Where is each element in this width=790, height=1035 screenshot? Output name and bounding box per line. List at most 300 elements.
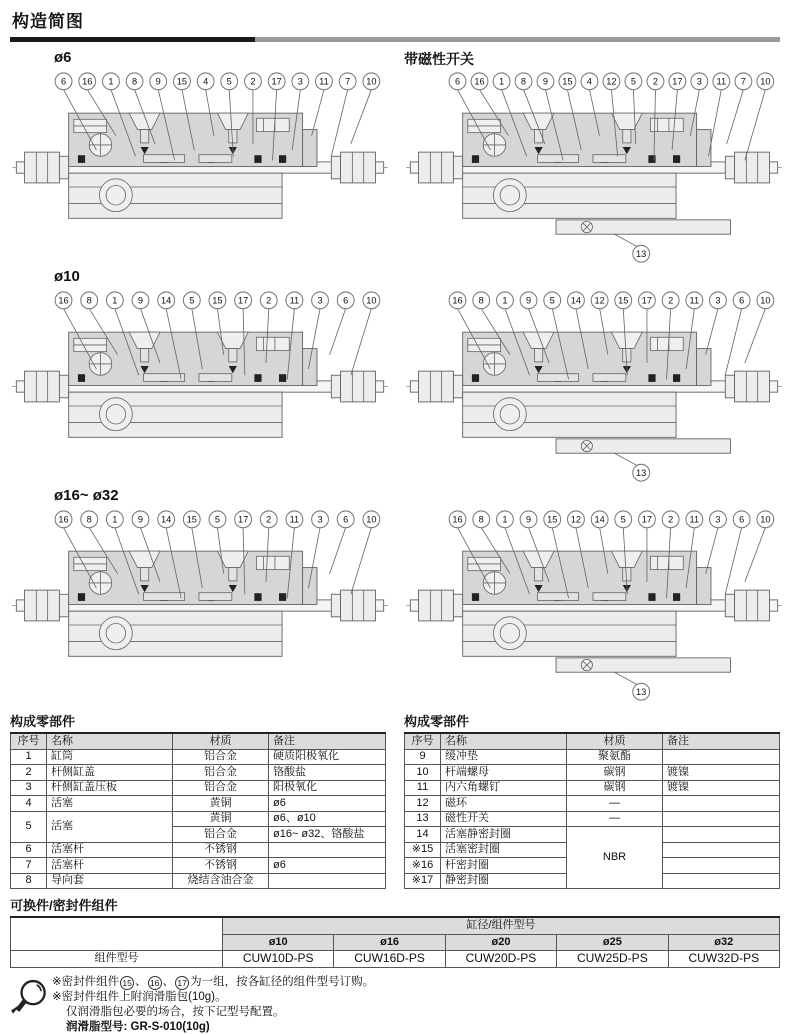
parts-tables-row bbox=[10, 709, 780, 889]
hex-socket-screw bbox=[256, 337, 289, 350]
svg-text:9: 9 bbox=[138, 515, 143, 525]
rod-end-nut-right bbox=[331, 590, 375, 621]
cell: 烧结含油合金 bbox=[173, 873, 269, 889]
callout-8 bbox=[473, 292, 490, 309]
svg-text:15: 15 bbox=[177, 77, 187, 87]
port-hole bbox=[483, 572, 506, 595]
callout-2 bbox=[662, 292, 679, 309]
seal-ring bbox=[673, 155, 680, 163]
svg-text:14: 14 bbox=[161, 515, 171, 525]
seal-ring bbox=[279, 593, 286, 601]
callout-15 bbox=[209, 292, 226, 309]
callout-11 bbox=[286, 511, 303, 528]
callout-10 bbox=[757, 73, 774, 90]
svg-text:15: 15 bbox=[547, 515, 557, 525]
cylinder-diagram-o6-basic bbox=[10, 68, 390, 265]
table-row bbox=[11, 733, 386, 749]
svg-text:1: 1 bbox=[502, 515, 507, 525]
svg-text:6: 6 bbox=[739, 515, 744, 525]
cell bbox=[269, 873, 386, 889]
table-row bbox=[11, 796, 386, 812]
cell bbox=[269, 842, 386, 858]
svg-text:8: 8 bbox=[132, 77, 137, 87]
callout-6 bbox=[337, 292, 354, 309]
svg-text:10: 10 bbox=[760, 77, 770, 87]
svg-text:4: 4 bbox=[203, 77, 208, 87]
svg-text:2: 2 bbox=[266, 515, 271, 525]
footnote-text: ※密封件组件 bbox=[52, 976, 119, 988]
callout-13 bbox=[633, 683, 650, 700]
piston-sleeve bbox=[144, 593, 185, 601]
callout-8 bbox=[81, 292, 98, 309]
cell: 2 bbox=[11, 765, 47, 781]
svg-text:8: 8 bbox=[87, 296, 92, 306]
switch-set-screw bbox=[581, 440, 592, 451]
callout-14 bbox=[158, 292, 175, 309]
cell: 7 bbox=[11, 858, 47, 874]
callout-16 bbox=[449, 511, 466, 528]
page-title: 构造简图 bbox=[12, 7, 780, 32]
section-label-o16-32: ø16~ ø32 bbox=[54, 487, 390, 506]
replacement-table-grid bbox=[10, 916, 780, 968]
seal-ring bbox=[472, 155, 479, 163]
svg-text:2: 2 bbox=[250, 77, 255, 87]
bore-circle bbox=[493, 398, 526, 431]
cell: ※15 bbox=[405, 842, 441, 858]
callout-16 bbox=[55, 292, 72, 309]
svg-text:17: 17 bbox=[642, 515, 652, 525]
cell: ※16 bbox=[405, 858, 441, 874]
switch-set-screw bbox=[581, 221, 592, 232]
callout-11 bbox=[686, 511, 703, 528]
svg-text:5: 5 bbox=[631, 77, 636, 87]
callout-6 bbox=[55, 73, 72, 90]
callout-3 bbox=[312, 292, 329, 309]
piston-sleeve bbox=[144, 155, 185, 163]
callout-17 bbox=[639, 511, 656, 528]
cell: 黄铜 bbox=[173, 796, 269, 812]
body-step bbox=[697, 568, 711, 605]
callout-15 bbox=[559, 73, 576, 90]
cell: 导向套 bbox=[47, 873, 173, 889]
bore-circle bbox=[99, 617, 132, 650]
section-label-magnetic-switch: 带磁性开关 bbox=[404, 49, 784, 68]
header-cell: 名称 bbox=[441, 733, 567, 749]
port-hole bbox=[89, 353, 112, 376]
cell: 铝合金 bbox=[173, 827, 269, 843]
callout-9 bbox=[520, 292, 537, 309]
seal-ring bbox=[279, 374, 286, 382]
svg-text:1: 1 bbox=[499, 77, 504, 87]
svg-text:17: 17 bbox=[238, 296, 248, 306]
body-step bbox=[303, 349, 317, 386]
seal-ring bbox=[648, 155, 655, 163]
piston-sleeve bbox=[538, 155, 579, 163]
seal-ring bbox=[648, 374, 655, 382]
header-cell: 名称 bbox=[47, 733, 173, 749]
cylinder-diagram-o6-switch bbox=[404, 68, 784, 265]
svg-text:7: 7 bbox=[345, 77, 350, 87]
seal-ring bbox=[254, 155, 261, 163]
cell: CUW25D-PS bbox=[557, 951, 668, 968]
title-rule bbox=[10, 37, 780, 42]
callout-5 bbox=[183, 292, 200, 309]
cell bbox=[663, 858, 780, 874]
page-header bbox=[10, 7, 780, 42]
cell: 碳钢 bbox=[567, 765, 663, 781]
parts-table-left bbox=[10, 709, 386, 889]
piston-sleeve bbox=[199, 593, 232, 601]
header-cell: ø16 bbox=[334, 934, 445, 951]
bore-circle bbox=[99, 179, 132, 212]
title-rule-dark bbox=[10, 37, 255, 42]
cell: 缓冲垫 bbox=[441, 749, 567, 765]
rod-end-nut-right bbox=[331, 371, 375, 402]
bore-circle bbox=[493, 179, 526, 212]
cell bbox=[663, 811, 780, 827]
svg-text:12: 12 bbox=[606, 77, 616, 87]
callout-2 bbox=[260, 292, 277, 309]
callout-9 bbox=[537, 73, 554, 90]
callout-1 bbox=[497, 511, 514, 528]
svg-text:7: 7 bbox=[741, 77, 746, 87]
callout-8 bbox=[126, 73, 143, 90]
callout-16 bbox=[79, 73, 96, 90]
cell: 9 bbox=[405, 749, 441, 765]
svg-text:16: 16 bbox=[58, 515, 68, 525]
svg-text:5: 5 bbox=[215, 515, 220, 525]
cell: ø16~ ø32、铬酸盐 bbox=[269, 827, 386, 843]
callout-5 bbox=[544, 292, 561, 309]
cell: 活塞静密封圈 bbox=[441, 827, 567, 843]
svg-text:9: 9 bbox=[526, 515, 531, 525]
callout-17 bbox=[669, 73, 686, 90]
rod-end-nut-left bbox=[25, 590, 69, 621]
svg-text:9: 9 bbox=[526, 296, 531, 306]
cell: 阳极氧化 bbox=[269, 780, 386, 796]
callout-8 bbox=[81, 511, 98, 528]
cylinder-cross-section bbox=[404, 506, 784, 703]
callout-11 bbox=[713, 73, 730, 90]
callout-3 bbox=[292, 73, 309, 90]
callout-13 bbox=[633, 464, 650, 481]
parts-table-right-title: 构成零部件 bbox=[404, 711, 780, 730]
svg-text:11: 11 bbox=[690, 296, 700, 306]
svg-text:17: 17 bbox=[672, 77, 682, 87]
svg-text:8: 8 bbox=[87, 515, 92, 525]
svg-text:5: 5 bbox=[550, 296, 555, 306]
table-row bbox=[11, 749, 386, 765]
svg-text:6: 6 bbox=[343, 296, 348, 306]
data-table bbox=[10, 916, 780, 968]
diagram-cell-o6-switch bbox=[404, 46, 784, 265]
cell: 铬酸盐 bbox=[269, 765, 386, 781]
callout-14 bbox=[591, 511, 608, 528]
port-hole bbox=[483, 353, 506, 376]
header-cell: ø10 bbox=[223, 934, 334, 951]
cell: 13 bbox=[405, 811, 441, 827]
cell: ø6、ø10 bbox=[269, 811, 386, 827]
hex-socket-screw bbox=[256, 118, 289, 131]
table-row bbox=[405, 811, 780, 827]
cell: 静密封圈 bbox=[441, 873, 567, 889]
footnote-line bbox=[66, 1020, 374, 1035]
rod-end-nut-left bbox=[25, 152, 69, 183]
svg-text:3: 3 bbox=[317, 515, 322, 525]
cell: 不锈钢 bbox=[173, 858, 269, 874]
cell bbox=[663, 827, 780, 843]
cell: — bbox=[567, 811, 663, 827]
callout-6 bbox=[449, 73, 466, 90]
table-row bbox=[11, 951, 780, 968]
svg-text:9: 9 bbox=[138, 296, 143, 306]
diagram-cell-o10-basic bbox=[10, 265, 390, 484]
cylinder-cross-section bbox=[404, 68, 784, 265]
callout-12 bbox=[603, 73, 620, 90]
diagram-cell-o16-basic bbox=[10, 484, 390, 703]
svg-text:1: 1 bbox=[108, 77, 113, 87]
callout-16 bbox=[449, 292, 466, 309]
callout-5 bbox=[221, 73, 238, 90]
callout-1 bbox=[493, 73, 510, 90]
svg-text:13: 13 bbox=[636, 687, 646, 697]
callout-10 bbox=[363, 511, 380, 528]
cell: CUW32D-PS bbox=[668, 951, 779, 968]
svg-text:6: 6 bbox=[739, 296, 744, 306]
cell: NBR bbox=[567, 827, 663, 889]
svg-text:15: 15 bbox=[618, 296, 628, 306]
callout-4 bbox=[581, 73, 598, 90]
table-row bbox=[405, 765, 780, 781]
piston-sleeve bbox=[593, 374, 626, 382]
cylinder-diagram-o16-switch bbox=[404, 506, 784, 703]
body-step bbox=[303, 130, 317, 167]
footnote-line bbox=[52, 975, 374, 990]
table-row bbox=[11, 858, 386, 874]
svg-text:17: 17 bbox=[642, 296, 652, 306]
rod-end-nut-right bbox=[725, 371, 769, 402]
cell: 磁环 bbox=[441, 796, 567, 812]
callout-3 bbox=[710, 511, 727, 528]
svg-text:1: 1 bbox=[502, 296, 507, 306]
cell: 镀镍 bbox=[663, 765, 780, 781]
cell: 缸筒 bbox=[47, 749, 173, 765]
parts-table-left-grid bbox=[10, 732, 386, 889]
section-label-spacer bbox=[448, 487, 784, 506]
diagram-row-o16-32 bbox=[10, 484, 780, 703]
callout-15 bbox=[174, 73, 191, 90]
seal-ring bbox=[78, 155, 85, 163]
svg-text:8: 8 bbox=[479, 296, 484, 306]
svg-text:5: 5 bbox=[621, 515, 626, 525]
callout-10 bbox=[363, 292, 380, 309]
svg-text:4: 4 bbox=[587, 77, 592, 87]
svg-text:17: 17 bbox=[272, 77, 282, 87]
section-label-spacer bbox=[448, 268, 784, 287]
footnote-line bbox=[66, 1005, 374, 1020]
cylinder-cross-section bbox=[10, 506, 390, 703]
svg-text:6: 6 bbox=[343, 515, 348, 525]
cell: 杆侧缸盖 bbox=[47, 765, 173, 781]
callout-9 bbox=[132, 511, 149, 528]
svg-text:1: 1 bbox=[112, 515, 117, 525]
callout-10 bbox=[757, 511, 774, 528]
cell: 5 bbox=[11, 811, 47, 842]
bore-circle bbox=[99, 398, 132, 431]
header-cell: 材质 bbox=[567, 733, 663, 749]
callout-11 bbox=[316, 73, 333, 90]
svg-text:9: 9 bbox=[543, 77, 548, 87]
seal-ring bbox=[78, 374, 85, 382]
svg-text:2: 2 bbox=[266, 296, 271, 306]
cell: 铝合金 bbox=[173, 749, 269, 765]
seal-ring bbox=[472, 593, 479, 601]
seal-ring bbox=[254, 374, 261, 382]
piston-sleeve bbox=[593, 155, 626, 163]
cell: 杆端螺母 bbox=[441, 765, 567, 781]
svg-text:8: 8 bbox=[479, 515, 484, 525]
diagram-row-o6 bbox=[10, 46, 780, 265]
rod-end-nut-left bbox=[419, 152, 463, 183]
table-row bbox=[11, 780, 386, 796]
piston-sleeve bbox=[144, 374, 185, 382]
diagram-row-o10 bbox=[10, 265, 780, 484]
table-row bbox=[405, 749, 780, 765]
svg-text:8: 8 bbox=[521, 77, 526, 87]
table-row bbox=[405, 796, 780, 812]
hex-socket-screw bbox=[650, 556, 683, 569]
svg-text:10: 10 bbox=[366, 77, 376, 87]
cylinder-diagram-o10-switch bbox=[404, 287, 784, 484]
svg-text:14: 14 bbox=[571, 296, 581, 306]
svg-text:13: 13 bbox=[636, 468, 646, 478]
header-cell: 材质 bbox=[173, 733, 269, 749]
cell: CUW16D-PS bbox=[334, 951, 445, 968]
circled-number-15: 15 bbox=[120, 976, 134, 990]
svg-text:15: 15 bbox=[212, 296, 222, 306]
svg-text:15: 15 bbox=[562, 77, 572, 87]
cell bbox=[663, 842, 780, 858]
cell: 4 bbox=[11, 796, 47, 812]
callout-2 bbox=[647, 73, 664, 90]
header-cell: 备注 bbox=[269, 733, 386, 749]
rod-end-nut-left bbox=[419, 590, 463, 621]
parts-table-left-title: 构成零部件 bbox=[10, 711, 386, 730]
hex-socket-screw bbox=[650, 118, 683, 131]
callout-17 bbox=[235, 511, 252, 528]
svg-text:5: 5 bbox=[227, 77, 232, 87]
piston-sleeve bbox=[538, 374, 579, 382]
callout-3 bbox=[691, 73, 708, 90]
callout-9 bbox=[150, 73, 167, 90]
callout-12 bbox=[591, 292, 608, 309]
cell: 内六角螺钉 bbox=[441, 780, 567, 796]
callout-6 bbox=[733, 511, 750, 528]
circled-number-17: 17 bbox=[175, 976, 189, 990]
cylinder-cross-section bbox=[10, 287, 390, 484]
piston-sleeve bbox=[593, 593, 626, 601]
footnote-text: 为一组，按各缸径的组件型号订购。 bbox=[190, 976, 374, 988]
callout-9 bbox=[132, 292, 149, 309]
seal-ring bbox=[472, 374, 479, 382]
hex-socket-screw bbox=[256, 556, 289, 569]
cell: 镀镍 bbox=[663, 780, 780, 796]
callout-16 bbox=[55, 511, 72, 528]
svg-text:1: 1 bbox=[112, 296, 117, 306]
svg-text:3: 3 bbox=[715, 296, 720, 306]
cell: 11 bbox=[405, 780, 441, 796]
header-cell: ø25 bbox=[557, 934, 668, 951]
svg-text:6: 6 bbox=[61, 77, 66, 87]
callout-14 bbox=[158, 511, 175, 528]
data-table bbox=[10, 732, 386, 889]
svg-text:15: 15 bbox=[187, 515, 197, 525]
svg-text:17: 17 bbox=[238, 515, 248, 525]
cylinder-cross-section bbox=[10, 68, 390, 265]
cell: 黄铜 bbox=[173, 811, 269, 827]
cell: ※17 bbox=[405, 873, 441, 889]
seal-ring bbox=[648, 593, 655, 601]
header-cell: ø20 bbox=[445, 934, 556, 951]
cell: ø6 bbox=[269, 858, 386, 874]
cell: 聚氨酯 bbox=[567, 749, 663, 765]
switch-set-screw bbox=[581, 659, 592, 670]
cell: 3 bbox=[11, 780, 47, 796]
footnote-line bbox=[52, 990, 374, 1005]
callout-2 bbox=[260, 511, 277, 528]
cell: 杆密封圈 bbox=[441, 858, 567, 874]
callout-15 bbox=[183, 511, 200, 528]
header-cell bbox=[11, 917, 223, 951]
parts-table-right bbox=[404, 709, 780, 889]
footnote-text: ※密封件组件上附润滑脂包(10g)。 bbox=[52, 991, 226, 1003]
diagram-cell-o16-switch bbox=[404, 484, 784, 703]
rod-end-nut-right bbox=[725, 590, 769, 621]
callout-13 bbox=[633, 245, 650, 262]
svg-text:11: 11 bbox=[690, 515, 700, 525]
callout-5 bbox=[209, 511, 226, 528]
footnote-text: 、 bbox=[135, 976, 147, 988]
header-cell: ø32 bbox=[668, 934, 779, 951]
cell: CUW20D-PS bbox=[445, 951, 556, 968]
callout-17 bbox=[235, 292, 252, 309]
seal-ring bbox=[673, 593, 680, 601]
cell: — bbox=[567, 796, 663, 812]
port-hole bbox=[483, 134, 506, 157]
callout-9 bbox=[520, 511, 537, 528]
callout-8 bbox=[515, 73, 532, 90]
rod-end-nut-right bbox=[331, 152, 375, 183]
svg-text:10: 10 bbox=[366, 296, 376, 306]
seal-ring bbox=[279, 155, 286, 163]
svg-text:3: 3 bbox=[715, 515, 720, 525]
header-cell: 序号 bbox=[405, 733, 441, 749]
bore-circle bbox=[493, 617, 526, 650]
parts-table-right-grid bbox=[404, 732, 780, 889]
svg-text:13: 13 bbox=[636, 249, 646, 259]
hex-socket-screw bbox=[650, 337, 683, 350]
svg-text:12: 12 bbox=[595, 296, 605, 306]
table-row bbox=[11, 842, 386, 858]
svg-text:3: 3 bbox=[317, 296, 322, 306]
table-row bbox=[405, 733, 780, 749]
callout-6 bbox=[733, 292, 750, 309]
cell: 活塞 bbox=[47, 796, 173, 812]
svg-text:14: 14 bbox=[161, 296, 171, 306]
callout-12 bbox=[568, 511, 585, 528]
callout-7 bbox=[339, 73, 356, 90]
cell: 铝合金 bbox=[173, 765, 269, 781]
